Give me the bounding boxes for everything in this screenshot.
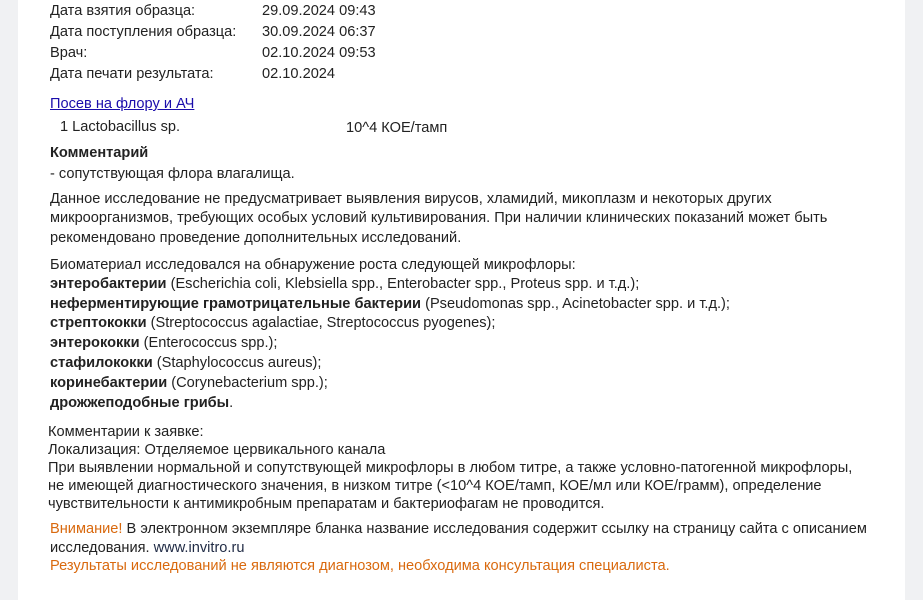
microflora-group-name: энтерококки — [50, 335, 140, 351]
request-localization: Локализация: Отделяемое цервикального канала — [48, 442, 386, 458]
request-comment-line: При выявлении нормальной и сопутствующей микрофлоры в любом титре, а также условно-патогенной микрофлоры, — [48, 460, 853, 476]
microflora-group-examples: (Pseudomonas spp., Acinetobacter spp. и т.д.); — [421, 296, 730, 312]
notice-text: исследования. — [50, 540, 154, 556]
microflora-group-name: неферментирующие грамотрицательные бактерии — [50, 296, 422, 312]
microflora-group-examples: (Staphylococcus aureus); — [152, 355, 322, 371]
request-comment-line: чувствительности к антимикробным препаратам и бактериофагам не проводится. — [48, 496, 605, 512]
microflora-group-name: стафилококки — [50, 355, 153, 371]
sample-taken-label: Дата взятия образца: — [50, 3, 196, 19]
notice-text: В электронном экземпляре бланка название исследования содержит ссылку на страницу сайта с описанием — [122, 521, 867, 537]
comment-note-line: Данное исследование не предусматривает выявления вирусов, хламидий, микоплазм и некоторых других — [50, 191, 772, 207]
comment-note-line: микроорганизмов, требующих особых условий культивирования. При наличии клинических показаний может быть — [50, 210, 828, 226]
microflora-item — [50, 395, 233, 411]
request-comment-line: не имеющей диагностического значения, в низком титре (<10^4 КОЕ/тамп, КОЕ/мл или КОЕ/грамм), определение — [48, 478, 822, 494]
microflora-group-examples: (Escherichia coli, Klebsiella spp., Enterobacter spp., Proteus spp. и т.д.); — [166, 276, 640, 292]
request-comment-title: Комментарии к заявке: — [48, 424, 204, 440]
organism-name: 1 Lactobacillus sp. — [60, 119, 181, 135]
microflora-group-name: коринебактерии — [50, 375, 168, 391]
microflora-item — [50, 296, 730, 312]
attention-word: Внимание! — [50, 521, 123, 537]
microflora-group-name: стрептококки — [50, 315, 147, 331]
microflora-group-name: дрожжеподобные грибы — [50, 395, 230, 411]
comment-note-line: рекомендовано проведение дополнительных исследований. — [50, 230, 462, 246]
sample-received-value: 30.09.2024 06:37 — [262, 24, 376, 40]
microflora-item — [50, 276, 639, 292]
sample-received-label: Дата поступления образца: — [50, 24, 237, 40]
biomaterial-intro: Биоматериал исследовался на обнаружение роста следующей микрофлоры: — [50, 257, 576, 273]
doctor-label: Врач: — [50, 45, 88, 61]
site-link[interactable]: www.invitro.ru — [153, 540, 245, 556]
microflora-group-name: энтеробактерии — [50, 276, 167, 292]
microflora-item — [50, 335, 277, 351]
sample-taken-value: 29.09.2024 09:43 — [262, 3, 376, 19]
disclaimer-text: Результаты исследований не являются диагнозом, необходима консультация специалиста. — [50, 558, 670, 574]
lab-result-document — [18, 0, 905, 600]
comment-title: Комментарий — [50, 145, 149, 161]
doctor-value: 02.10.2024 09:53 — [262, 45, 376, 61]
notice-line — [50, 540, 244, 556]
microflora-group-examples: (Enterococcus spp.); — [139, 335, 278, 351]
organism-titer: 10^4 КОЕ/тамп — [346, 120, 448, 136]
microflora-item — [50, 355, 321, 371]
print-date-label: Дата печати результата: — [50, 66, 214, 82]
microflora-group-examples: (Streptococcus agalactiae, Streptococcus pyogenes); — [146, 315, 496, 331]
test-name-link[interactable]: Посев на флору и АЧ — [50, 96, 195, 112]
microflora-group-examples: . — [229, 395, 234, 411]
microflora-item — [50, 315, 495, 331]
microflora-item — [50, 375, 328, 391]
print-date-value: 02.10.2024 — [262, 66, 336, 82]
comment-flora: - сопутствующая флора влагалища. — [50, 166, 295, 182]
microflora-group-examples: (Corynebacterium spp.); — [167, 375, 328, 391]
notice-line — [50, 521, 867, 537]
